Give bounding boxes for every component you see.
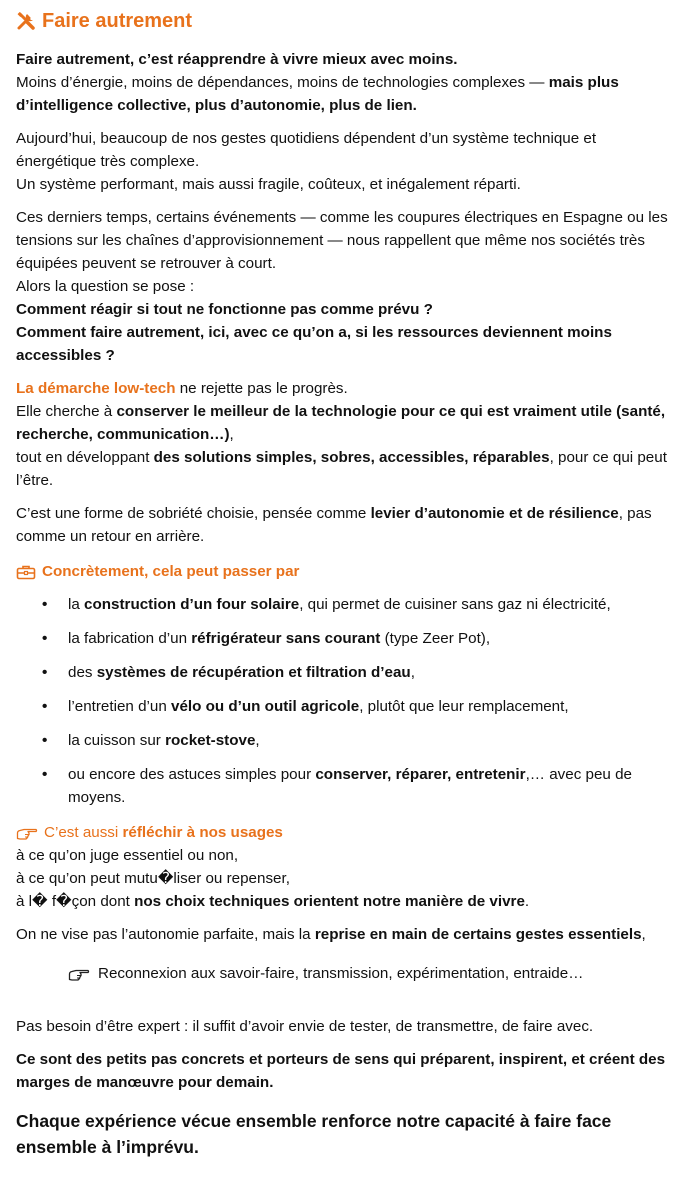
intro-bold-end: mais plus d’intelligence collective, plus d’autonomie, plus de lien. (16, 74, 619, 114)
item-post: ,… avec peu de moyens. (68, 766, 632, 806)
list-item (16, 661, 674, 684)
item-post: (type Zeer Pot), (380, 630, 491, 647)
usage-pre: C’est aussi (44, 824, 123, 841)
usage-head-text (44, 821, 283, 844)
usage-head (16, 821, 674, 844)
item-pre: la (68, 596, 85, 613)
question-2: Comment faire autrement, ici, avec ce qu’on a, si les ressources deviennent moins accessibles ? (16, 324, 612, 364)
autonomy-post: , (641, 926, 646, 943)
section-concretely-label: Concrètement, cela peut passer par (42, 563, 300, 580)
lowtech-line-1 (16, 377, 674, 400)
lowtech-l3-c: , pour ce qui peut l’être. (16, 449, 667, 489)
section-concretely (16, 560, 674, 583)
item-post: , plutôt que leur remplacement, (359, 698, 569, 715)
usage-line-3: à ce qu’on peut mutu�liser ou repenser, (16, 870, 290, 887)
reconnection-line (68, 962, 674, 985)
system-paragraph (16, 127, 674, 196)
item-pre: l’entretien d’un (68, 698, 172, 715)
usage-l4-post: . (524, 893, 530, 910)
expert-line: Pas besoin d’être expert : il suffit d’avoir envie de tester, de transmettre, de faire avec. (16, 1018, 594, 1035)
item-bold: vélo ou d’un outil agricole (171, 698, 360, 715)
lowtech-l3-b: des solutions simples, sobres, accessibles, réparables (153, 449, 550, 466)
page-title-text: Faire autrement (42, 10, 193, 32)
item-pre: ou encore des astuces simples pour (68, 766, 316, 783)
toolbox-icon (16, 564, 36, 580)
sobriety-a: C’est une forme de sobriété choisie, pensée comme (16, 505, 371, 522)
pointing-hand-icon (16, 825, 38, 841)
usage-l4-bold: nos choix techniques orientent notre manière de vivre (134, 893, 525, 910)
lowtech-paragraph (16, 377, 674, 492)
small-steps (16, 1048, 674, 1094)
bullet-dot: • (42, 732, 48, 749)
item-bold: construction d’un four solaire (84, 596, 300, 613)
list-item (16, 763, 674, 809)
sobriety-paragraph (16, 502, 674, 548)
autonomy-bold: reprise en main de certains gestes essentiels (314, 926, 642, 943)
lowtech-rest-1: ne rejette pas le progrès. (175, 380, 348, 397)
autonomy-paragraph (16, 923, 674, 946)
item-bold: conserver, réparer, entretenir (315, 766, 526, 783)
lowtech-l2-b: conserver le meilleur de la technologie pour ce qui est vraiment utile (santé, recherche, communication…) (16, 403, 666, 443)
bullet-dot: • (42, 630, 48, 647)
reconnection-text: Reconnexion aux savoir-faire, transmission, expérimentation, entraide… (98, 965, 584, 982)
usage-line-4 (16, 890, 674, 913)
item-bold: systèmes de récupération et filtration d’eau (96, 664, 411, 681)
lowtech-line-3 (16, 446, 674, 492)
item-post: , (410, 664, 415, 681)
usage-l4-pre: à l� f�çon dont (16, 893, 135, 910)
lowtech-l2-a: Elle cherche à (16, 403, 117, 420)
bullet-dot: • (42, 766, 48, 783)
events-paragraph (16, 206, 674, 367)
intro-bold-line: Faire autrement, c’est réapprendre à vivre mieux avec moins. (16, 51, 458, 68)
item-bold: rocket-stove (165, 732, 256, 749)
item-pre: la fabrication d’un (68, 630, 192, 647)
item-post: , (255, 732, 260, 749)
item-pre: la cuisson sur (68, 732, 166, 749)
lowtech-line-2 (16, 400, 674, 446)
system-line-2: Un système performant, mais aussi fragile, coûteux, et inégalement réparti. (16, 176, 521, 193)
intro-paragraph (16, 48, 674, 117)
autonomy-pre: On ne vise pas l’autonomie parfaite, mais la (16, 926, 315, 943)
tools-icon (16, 11, 36, 31)
system-line-1: Aujourd’hui, beaucoup de nos gestes quotidiens dépendent d’un système technique et énergétique très complexe. (16, 130, 597, 170)
item-pre: des (68, 664, 97, 681)
bullet-dot: • (42, 596, 48, 613)
sobriety-c: , pas comme un retour en arrière. (16, 505, 652, 545)
list-item (16, 695, 674, 718)
lowtech-highlight: La démarche low-tech (16, 380, 176, 397)
question-1: Comment réagir si tout ne fonctionne pas comme prévu ? (16, 301, 433, 318)
usage-line-2: à ce qu’on juge essentiel ou non, (16, 847, 239, 864)
events-line-1: Ces derniers temps, certains événements — comme les coupures électriques en Espagne ou les tensions sur les chaînes d’approvisionnement — nous rappellent que même nos sociétés très équipées peuvent se retrouver à court. (16, 209, 668, 272)
bullet-dot: • (42, 664, 48, 681)
small-steps-text: Ce sont des petits pas concrets et porteurs de sens qui préparent, inspirent, et créent des marges de manœuvre pour demain. (16, 1051, 666, 1091)
pointing-hand-icon (68, 966, 90, 982)
item-post: , qui permet de cuisiner sans gaz ni électricité, (299, 596, 611, 613)
intro-plain: Moins d’énergie, moins de dépendances, moins de technologies complexes — (16, 74, 549, 91)
usage-block (16, 821, 674, 913)
bullet-dot: • (42, 698, 48, 715)
list-item (16, 627, 674, 650)
list-item (16, 593, 674, 616)
events-line-2: Alors la question se pose : (16, 278, 195, 295)
item-bold: réfrigérateur sans courant (191, 630, 381, 647)
list-item (16, 729, 674, 752)
sobriety-b: levier d’autonomie et de résilience (370, 505, 619, 522)
usage-bold: réfléchir à nos usages (122, 824, 283, 841)
concrete-list (16, 593, 674, 809)
lowtech-l3-a: tout en développant (16, 449, 154, 466)
lowtech-l2-c: , (229, 426, 234, 443)
closing-statement: Chaque expérience vécue ensemble renforce notre capacité à faire face ensemble à l’imprévu. (16, 1111, 612, 1157)
page-title (16, 6, 674, 36)
